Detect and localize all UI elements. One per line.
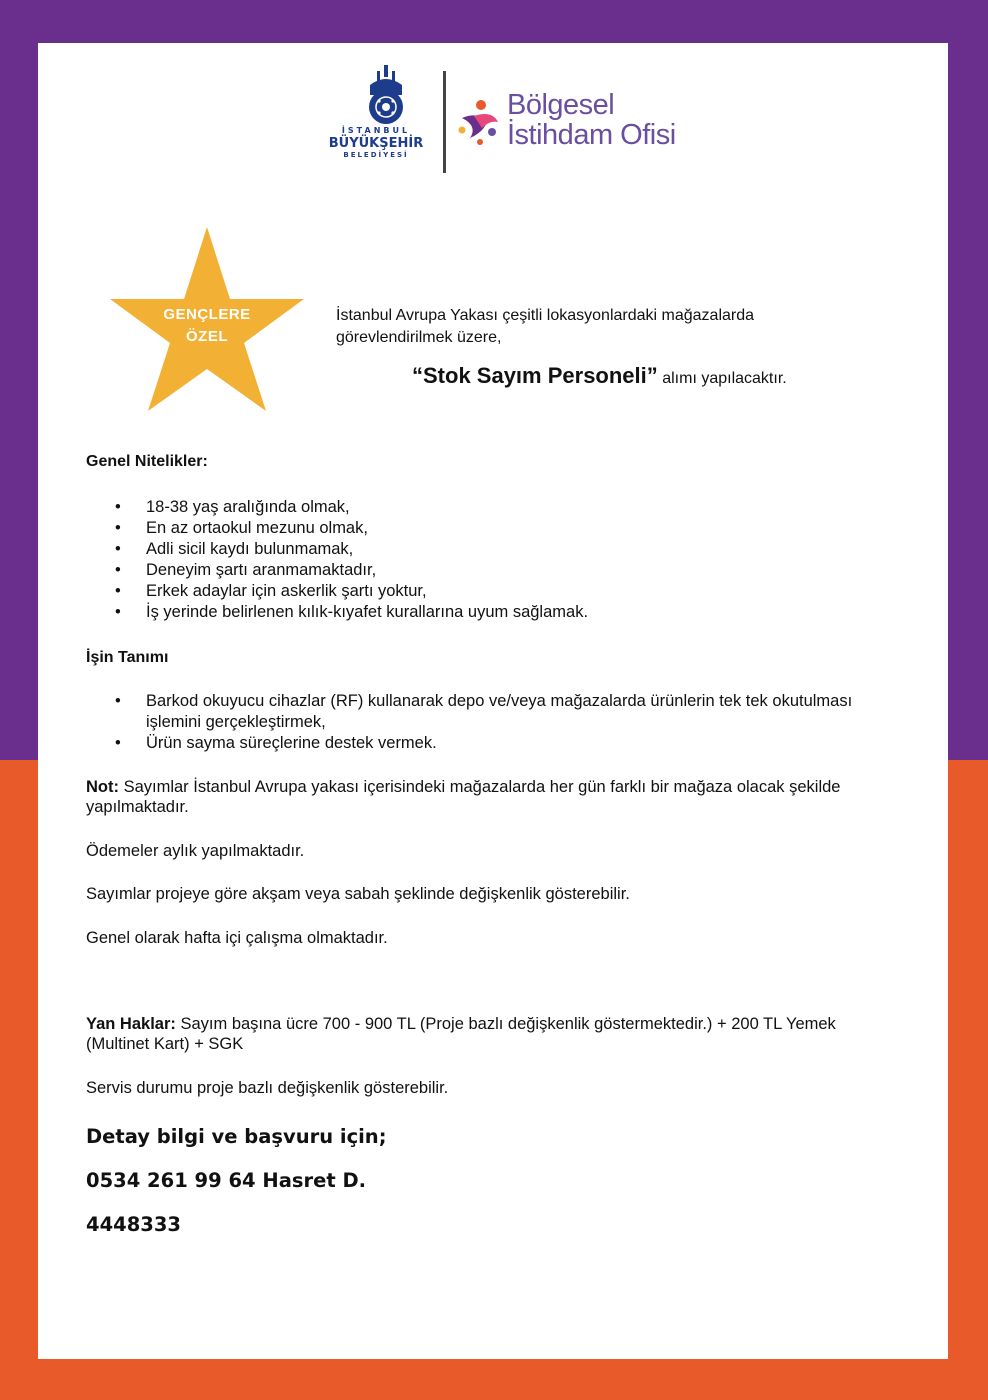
headline-position: “Stok Sayım Personeli” [412, 363, 658, 388]
note-text: Sayımlar İstanbul Avrupa yakası içerisindeki mağazalarda her gün farklı bir mağaza olacak şekilde yapılmaktadır. [86, 778, 841, 816]
contact-phone-1: 0534 261 99 64 Hasret D. [86, 1169, 367, 1192]
ibb-logo-text [326, 127, 426, 159]
job-description-list [86, 691, 886, 754]
bio-logo-line-2: İstihdam Ofisi [507, 119, 676, 151]
list-item: • En az ortaokul mezunu olmak, [86, 518, 886, 539]
contact-heading: Detay bilgi ve başvuru için; [86, 1125, 387, 1148]
flyer-page [38, 43, 948, 1359]
list-item: • 18-38 yaş aralığında olmak, [86, 497, 886, 518]
list-item: • Ürün sayma süreçlerine destek vermek. [86, 733, 886, 754]
contact-phone-2: 4448333 [86, 1213, 181, 1236]
logo-header [326, 63, 706, 178]
headline [412, 363, 787, 389]
bolgesel-istihdam-mark-icon [454, 98, 504, 148]
ibb-logo-line-1: İSTANBUL [341, 126, 411, 135]
intro-text: İstanbul Avrupa Yakası çeşitli lokasyonlardaki mağazalarda görevlendirilmek üzere, [336, 307, 755, 346]
note-paragraph [86, 777, 876, 817]
ibb-logo-line-2: BÜYÜKŞEHİR [328, 136, 424, 151]
benefits-paragraph [86, 1014, 876, 1054]
ibb-emblem-icon [364, 65, 408, 125]
badge-line-2: ÖZEL [186, 328, 228, 345]
list-item: • Erkek adaylar için askerlik şartı yoktur, [86, 581, 886, 602]
ibb-logo-line-3: BELEDİYESİ [343, 151, 409, 159]
list-item: • Barkod okuyucu cihazlar (RF) kullanarak depo ve/veya mağazalarda ürünlerin tek tek okutulması işlemini gerçekleştirmek, [86, 691, 886, 733]
badge-line-1: GENÇLERE [163, 306, 251, 323]
bio-logo-line-1: Bölgesel [507, 89, 615, 121]
list-item: • İş yerinde belirlenen kılık-kıyafet kurallarına uyum sağlamak. [86, 602, 886, 623]
benefits-label: Yan Haklar: [86, 1015, 176, 1033]
general-qualifications-title: Genel Nitelikler: [86, 453, 208, 470]
general-qualifications-list [86, 497, 886, 623]
logo-divider [443, 71, 446, 173]
job-description-title: İşin Tanımı [86, 649, 169, 666]
list-item: • Deneyim şartı aranmamaktadır, [86, 560, 886, 581]
headline-rest: alımı yapılacaktır. [657, 370, 787, 387]
service-text: Servis durumu proje bazlı değişkenlik gösterebilir. [86, 1079, 449, 1097]
note-label: Not: [86, 778, 119, 796]
weekdays-text: Genel olarak hafta içi çalışma olmaktadır. [86, 929, 388, 947]
list-item: • Adli sicil kaydı bulunmamak, [86, 539, 886, 560]
benefits-text: Sayım başına ücre 700 - 900 TL (Proje bazlı değişkenlik göstermektedir.) + 200 TL Yemek (Multinet Kart) + SGK [86, 1015, 836, 1053]
payments-text: Ödemeler aylık yapılmaktadır. [86, 842, 305, 860]
shifts-text: Sayımlar projeye göre akşam veya sabah şeklinde değişkenlik gösterebilir. [86, 885, 630, 903]
